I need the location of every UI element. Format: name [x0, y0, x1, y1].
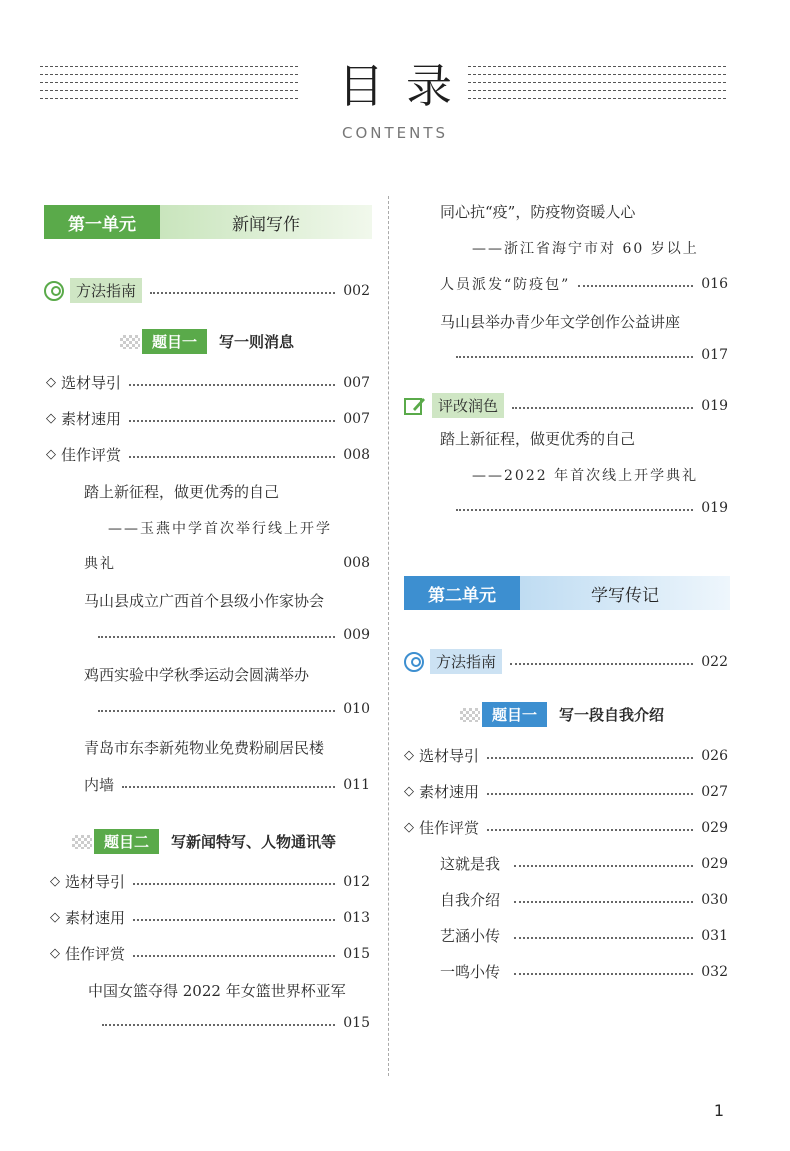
toc-page: 007 — [343, 410, 370, 427]
leader-dots — [487, 793, 693, 795]
col2-essay2-title[interactable]: 马山县举办青少年文学创作公益讲座 — [440, 313, 681, 331]
toc-page: 012 — [343, 873, 370, 890]
toc-label: 佳作评赏 — [419, 819, 480, 837]
leader-dots — [98, 710, 335, 712]
review-essay-line[interactable] — [456, 500, 728, 516]
toc-page: 029 — [701, 855, 728, 872]
toc-page: 016 — [701, 276, 728, 292]
unit1-t2-essay1-line[interactable] — [102, 1015, 370, 1031]
toc-page: 032 — [701, 963, 728, 980]
toc-page: 017 — [701, 347, 728, 363]
leader-dots — [102, 1024, 335, 1026]
toc-page: 008 — [343, 555, 370, 571]
leader-dots — [129, 456, 335, 458]
col2-essay1-subtitle: ——浙江省海宁市对 60 岁以上 — [472, 241, 699, 257]
page-number: 1 — [713, 1101, 724, 1120]
toc-label: 内墙 — [84, 776, 115, 794]
unit1-essay3-title[interactable]: 鸡西实验中学秋季运动会圆满举办 — [84, 666, 310, 684]
col2-essay2-line[interactable] — [456, 347, 728, 363]
review-entry[interactable] — [404, 393, 728, 418]
toc-page: 009 — [343, 627, 370, 643]
toc-label: 自我介绍 — [440, 891, 501, 909]
toc-page: 015 — [343, 945, 370, 962]
toc-page: 026 — [701, 747, 728, 764]
toc-label: 选材导引 — [419, 747, 480, 765]
review-label: 评改润色 — [432, 393, 504, 418]
unit1-t1-item-2[interactable] — [46, 408, 370, 429]
unit1-bar[interactable] — [44, 205, 372, 239]
diamond-bullet-icon: ◇ — [46, 447, 56, 462]
page-subtitle: CONTENTS — [341, 124, 449, 142]
unit1-topic1-title: 写一则消息 — [219, 333, 295, 351]
toc-label: 人员派发“防疫包” — [440, 277, 571, 293]
unit2-topic1-header[interactable] — [460, 702, 664, 727]
unit1-t2-item-3[interactable] — [50, 943, 370, 964]
toc-page: 013 — [343, 909, 370, 926]
toc-page: 031 — [701, 927, 728, 944]
leader-dots — [122, 786, 335, 788]
guide-person-icon — [404, 652, 424, 672]
column-divider — [388, 196, 389, 1076]
leader-dots — [514, 865, 693, 867]
unit1-topic1-tag: 题目一 — [142, 329, 207, 354]
unit2-topic1-tag: 题目一 — [482, 702, 547, 727]
toc-page: 008 — [343, 446, 370, 463]
pixel-decor-icon — [460, 708, 480, 722]
toc-page: 007 — [343, 374, 370, 391]
unit1-topic2-header[interactable] — [72, 829, 336, 854]
pixel-decor-icon — [72, 835, 92, 849]
toc-label: 素材速用 — [419, 783, 480, 801]
unit1-essay2-title[interactable]: 马山县成立广西首个县级小作家协会 — [84, 592, 325, 610]
toc-label: 素材速用 — [61, 410, 122, 428]
leader-dots — [512, 407, 693, 409]
unit1-essay1-subtitle: ——玉燕中学首次举行线上开学 — [108, 521, 332, 537]
toc-label: 这就是我 — [440, 855, 501, 873]
page-title: 目录 — [338, 59, 474, 113]
unit1-t2-item-2[interactable] — [50, 907, 370, 928]
leader-dots — [514, 937, 693, 939]
leader-dots — [514, 901, 693, 903]
toc-page: 027 — [701, 783, 728, 800]
diamond-bullet-icon: ◇ — [50, 874, 60, 889]
toc-label: 典礼 — [84, 556, 116, 572]
leader-dots — [133, 883, 335, 885]
unit2-method-page: 022 — [701, 653, 728, 670]
unit1-t2-essay1-title[interactable]: 中国女篮夺得 2022 年女篮世界杯亚军 — [88, 982, 346, 1000]
toc-page: 030 — [701, 891, 728, 908]
toc-label: 选材导引 — [61, 374, 122, 392]
unit1-method-entry[interactable] — [44, 278, 370, 303]
unit2-method-label: 方法指南 — [430, 649, 502, 674]
unit1-method-page: 002 — [343, 282, 370, 299]
toc-page: 019 — [701, 500, 728, 516]
unit1-topic2-tag: 题目二 — [94, 829, 159, 854]
toc-label: 佳作评赏 — [61, 446, 122, 464]
unit2-essay-3[interactable] — [440, 925, 728, 946]
leader-dots — [578, 285, 693, 287]
unit2-name: 学写传记 — [520, 576, 730, 610]
unit1-essay1-line[interactable] — [84, 553, 370, 573]
unit1-number: 第一单元 — [44, 205, 160, 239]
unit1-topic1-header[interactable] — [120, 329, 294, 354]
diamond-bullet-icon: ◇ — [46, 375, 56, 390]
unit2-essay-4[interactable] — [440, 961, 728, 982]
review-page: 019 — [701, 397, 728, 414]
unit2-essay-2[interactable] — [440, 889, 728, 910]
unit1-topic2-title: 写新闻特写、人物通讯等 — [171, 833, 337, 851]
toc-page: 011 — [343, 776, 370, 793]
toc-page: 015 — [343, 1015, 370, 1031]
review-essay-subtitle: ——2022 年首次线上开学典礼 — [472, 468, 699, 484]
unit2-topic1-title: 写一段自我介绍 — [559, 706, 665, 724]
leader-dots — [133, 955, 335, 957]
leader-dots — [129, 384, 335, 386]
unit1-t2-item-1[interactable] — [50, 871, 370, 892]
unit1-t1-item-1[interactable] — [46, 372, 370, 393]
toc-label: 佳作评赏 — [65, 945, 126, 963]
leader-dots — [456, 356, 693, 358]
unit1-name: 新闻写作 — [160, 205, 372, 239]
col2-essay1-title[interactable]: 同心抗“疫”，防疫物资暖人心 — [440, 203, 636, 221]
diamond-bullet-icon: ◇ — [404, 820, 414, 835]
leader-dots — [129, 420, 335, 422]
leader-dots — [514, 973, 693, 975]
unit1-t1-item-3[interactable] — [46, 444, 370, 465]
unit2-item-1[interactable] — [404, 745, 728, 766]
leader-dots — [98, 636, 335, 638]
toc-label: 素材速用 — [65, 909, 126, 927]
leader-dots — [133, 919, 335, 921]
leader-dots — [150, 292, 335, 294]
review-essay-title[interactable]: 踏上新征程，做更优秀的自己 — [440, 430, 636, 448]
unit2-essay-1[interactable] — [440, 853, 728, 874]
guide-person-icon — [44, 281, 64, 301]
leader-dots — [456, 509, 693, 511]
unit2-item-3[interactable] — [404, 817, 728, 838]
unit2-bar[interactable] — [404, 576, 730, 610]
unit1-method-label: 方法指南 — [70, 278, 142, 303]
pixel-decor-icon — [120, 335, 140, 349]
diamond-bullet-icon: ◇ — [50, 910, 60, 925]
toc-page: 029 — [701, 819, 728, 836]
leader-dots — [487, 757, 693, 759]
unit1-essay3-line[interactable] — [98, 701, 370, 717]
toc-page: 010 — [343, 701, 370, 717]
toc-label: 艺涵小传 — [440, 927, 501, 945]
unit1-essay1-title[interactable]: 踏上新征程，做更优秀的自己 — [84, 483, 280, 501]
leader-dots — [510, 663, 693, 665]
diamond-bullet-icon: ◇ — [404, 748, 414, 763]
unit1-essay4-line[interactable] — [84, 774, 370, 795]
toc-label: 选材导引 — [65, 873, 126, 891]
col2-essay1-line[interactable] — [440, 274, 728, 294]
unit2-method-entry[interactable] — [404, 649, 728, 674]
edit-pencil-icon — [404, 396, 426, 416]
unit2-item-2[interactable] — [404, 781, 728, 802]
unit1-essay4-title[interactable]: 青岛市东李新苑物业免费粉刷居民楼 — [84, 739, 325, 757]
diamond-bullet-icon: ◇ — [50, 946, 60, 961]
diamond-bullet-icon: ◇ — [46, 411, 56, 426]
toc-label: 一鸣小传 — [440, 963, 501, 981]
leader-dots — [487, 829, 693, 831]
unit1-essay2-line[interactable] — [98, 627, 370, 643]
unit2-number: 第二单元 — [404, 576, 520, 610]
diamond-bullet-icon: ◇ — [404, 784, 414, 799]
